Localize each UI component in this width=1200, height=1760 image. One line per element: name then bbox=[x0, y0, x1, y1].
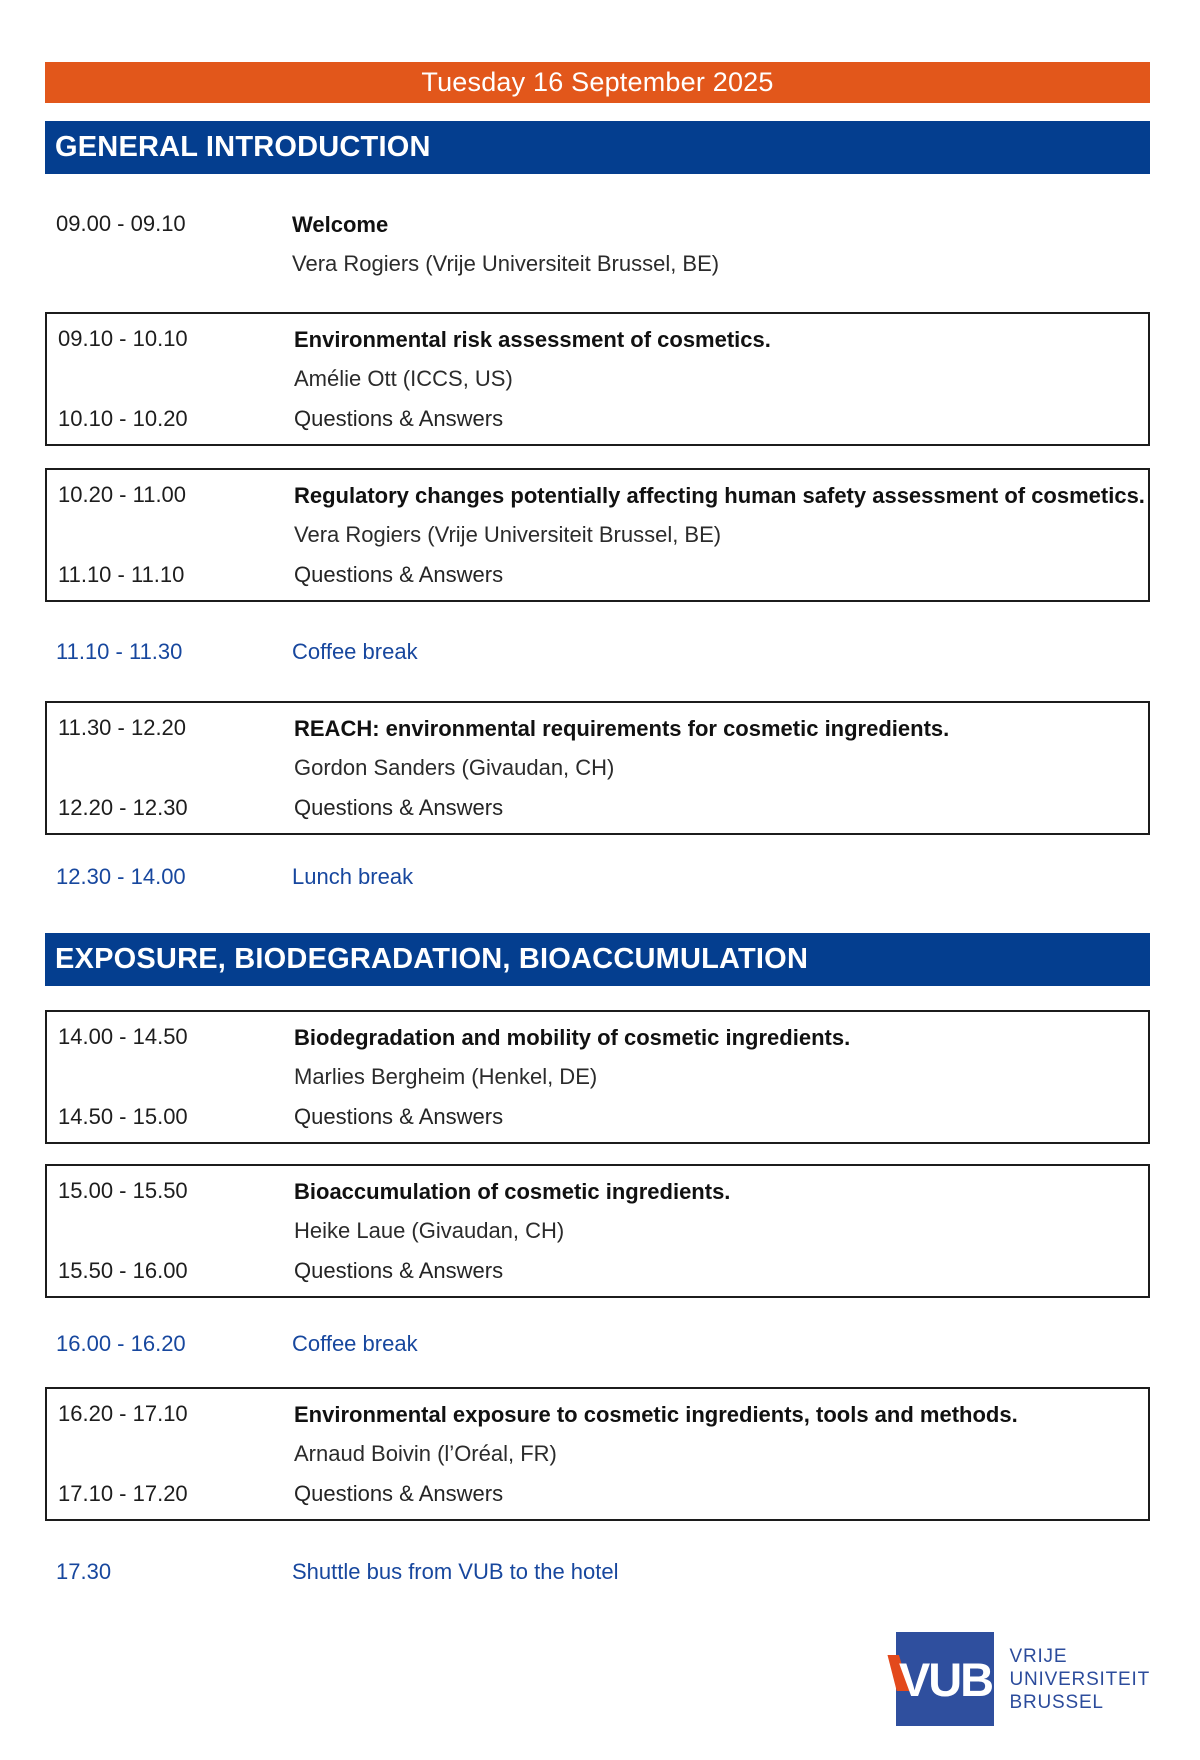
break-shuttle-bus bbox=[45, 1552, 1150, 1592]
break-time: 11.10 - 11.30 bbox=[56, 639, 183, 664]
qa-time: 14.50 - 15.00 bbox=[58, 1104, 188, 1129]
session-title-row bbox=[45, 204, 1150, 244]
session-speaker-row bbox=[47, 1211, 1148, 1251]
qa-row bbox=[47, 1474, 1148, 1514]
break-lunch bbox=[45, 857, 1150, 897]
session-environmental-exposure bbox=[45, 1387, 1150, 1521]
qa-label: Questions & Answers bbox=[294, 795, 504, 820]
session-speaker: Marlies Bergheim (Henkel, DE) bbox=[294, 1064, 598, 1089]
session-speaker-row bbox=[47, 1434, 1148, 1474]
qa-time: 17.10 - 17.20 bbox=[58, 1481, 188, 1506]
programme-page bbox=[45, 0, 1150, 1726]
vub-logo-wordmark bbox=[1009, 1632, 1150, 1714]
session-welcome bbox=[45, 199, 1150, 289]
session-speaker-row bbox=[47, 748, 1148, 788]
session-time: 14.00 - 14.50 bbox=[58, 1024, 188, 1049]
session-title: Regulatory changes potentially affecting human safety assessment of cosmetics. bbox=[294, 482, 1145, 508]
session-speaker-row bbox=[47, 359, 1148, 399]
session-title: Environmental exposure to cosmetic ingredients, tools and methods. bbox=[294, 1401, 1018, 1427]
session-time: 15.00 - 15.50 bbox=[58, 1178, 188, 1203]
break-label: Shuttle bus from VUB to the hotel bbox=[292, 1559, 619, 1584]
session-bioaccumulation bbox=[45, 1164, 1150, 1298]
qa-label: Questions & Answers bbox=[294, 1104, 504, 1129]
qa-label: Questions & Answers bbox=[294, 406, 504, 431]
break-coffee-morning bbox=[45, 632, 1150, 672]
qa-label: Questions & Answers bbox=[294, 1258, 504, 1283]
qa-time: 11.10 - 11.10 bbox=[58, 562, 185, 587]
qa-label: Questions & Answers bbox=[294, 1481, 504, 1506]
session-title-row bbox=[47, 475, 1148, 515]
qa-label: Questions & Answers bbox=[294, 562, 504, 587]
vub-wordmark-line-3: BRUSSEL bbox=[1009, 1692, 1104, 1713]
session-title: Welcome bbox=[292, 211, 389, 237]
session-time: 09.10 - 10.10 bbox=[58, 326, 188, 351]
break-label: Lunch break bbox=[292, 864, 414, 889]
break-label: Coffee break bbox=[292, 1331, 418, 1356]
session-speaker-row bbox=[47, 1057, 1148, 1097]
session-speaker: Amélie Ott (ICCS, US) bbox=[294, 366, 513, 391]
session-environmental-risk bbox=[45, 312, 1150, 446]
session-speaker: Heike Laue (Givaudan, CH) bbox=[294, 1218, 565, 1243]
qa-time: 12.20 - 12.30 bbox=[58, 795, 188, 820]
qa-row bbox=[47, 1097, 1148, 1137]
section-header-exposure-biodegradation-bioaccumulation: EXPOSURE, BIODEGRADATION, BIOACCUMULATION bbox=[45, 933, 1150, 986]
session-speaker-row bbox=[47, 515, 1148, 555]
session-regulatory-changes bbox=[45, 468, 1150, 602]
session-title-row bbox=[47, 1394, 1148, 1434]
qa-time: 10.10 - 10.20 bbox=[58, 406, 188, 431]
session-speaker: Vera Rogiers (Vrije Universiteit Brussel, BE) bbox=[292, 251, 720, 276]
break-time: 17.30 bbox=[56, 1559, 112, 1584]
session-reach bbox=[45, 701, 1150, 835]
session-speaker: Vera Rogiers (Vrije Universiteit Brussel, BE) bbox=[294, 522, 722, 547]
session-biodegradation bbox=[45, 1010, 1150, 1144]
session-title: REACH: environmental requirements for cosmetic ingredients. bbox=[294, 715, 950, 741]
vub-wordmark-line-2: UNIVERSITEIT bbox=[1009, 1669, 1150, 1690]
session-time: 09.00 - 09.10 bbox=[56, 211, 186, 236]
break-time: 16.00 - 16.20 bbox=[56, 1331, 186, 1356]
date-banner: Tuesday 16 September 2025 bbox=[45, 62, 1150, 103]
qa-row bbox=[47, 399, 1148, 439]
qa-row bbox=[47, 788, 1148, 828]
break-time: 12.30 - 14.00 bbox=[56, 864, 186, 889]
session-title: Biodegradation and mobility of cosmetic ingredients. bbox=[294, 1024, 851, 1050]
break-coffee-afternoon bbox=[45, 1324, 1150, 1364]
session-title-row bbox=[47, 319, 1148, 359]
session-title: Environmental risk assessment of cosmetics. bbox=[294, 326, 771, 352]
session-time: 10.20 - 11.00 bbox=[58, 482, 187, 507]
break-label: Coffee break bbox=[292, 639, 418, 664]
vub-logo bbox=[45, 1632, 1150, 1726]
session-speaker-row bbox=[45, 244, 1150, 284]
session-speaker: Arnaud Boivin (l’Oréal, FR) bbox=[294, 1441, 557, 1466]
session-title: Bioaccumulation of cosmetic ingredients. bbox=[294, 1178, 731, 1204]
vub-logo-mark bbox=[896, 1632, 994, 1726]
session-time: 11.30 - 12.20 bbox=[58, 715, 187, 740]
section-header-general-introduction: GENERAL INTRODUCTION bbox=[45, 121, 1150, 174]
session-title-row bbox=[47, 708, 1148, 748]
qa-time: 15.50 - 16.00 bbox=[58, 1258, 188, 1283]
session-title-row bbox=[47, 1017, 1148, 1057]
vub-wordmark-line-1: VRIJE bbox=[1009, 1646, 1068, 1667]
session-title-row bbox=[47, 1171, 1148, 1211]
session-time: 16.20 - 17.10 bbox=[58, 1401, 188, 1426]
qa-row bbox=[47, 1251, 1148, 1291]
session-speaker: Gordon Sanders (Givaudan, CH) bbox=[294, 755, 615, 780]
vub-logo-acronym: VUB bbox=[898, 1652, 993, 1706]
qa-row bbox=[47, 555, 1148, 595]
